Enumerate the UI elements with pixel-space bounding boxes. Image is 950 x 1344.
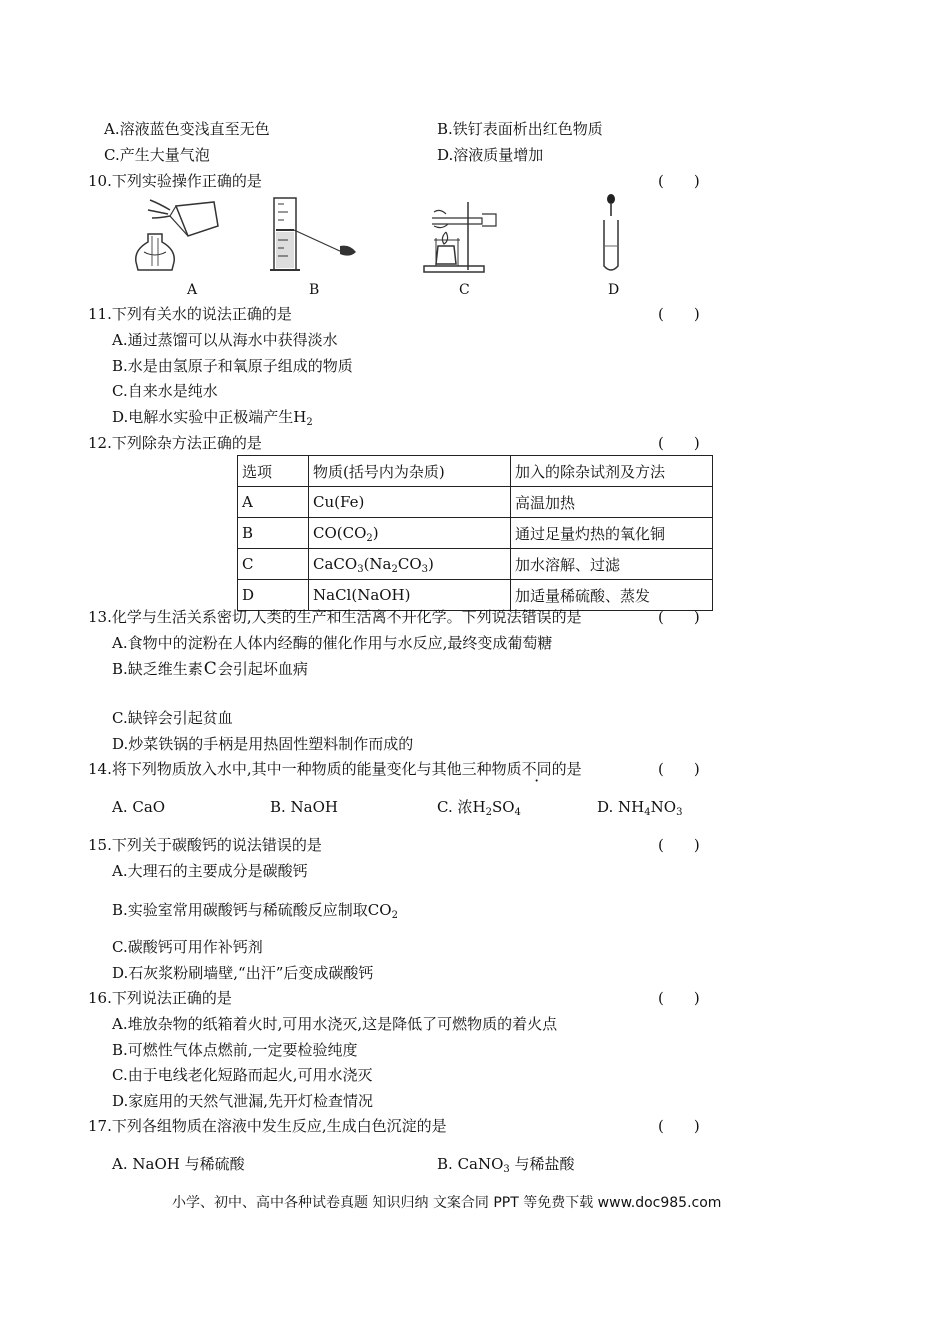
table-cell-option: D (238, 580, 309, 611)
q16-option-d: D.家庭用的天然气泄漏,先开灯检查情况 (112, 1092, 374, 1110)
q15-option-b: B.实验室常用碳酸钙与稀硫酸反应制取$CO_2$ (112, 901, 398, 921)
q16-option-a: A.堆放杂物的纸箱着火时,可用水浇灭,这是降低了可燃物质的着火点 (112, 1015, 558, 1033)
q15-stem: 15.下列关于碳酸钙的说法错误的是 (88, 836, 322, 854)
q11-option-a: A.通过蒸馏可以从海水中获得淡水 (112, 331, 338, 349)
table-cell-substance: NaCl(NaOH) (309, 580, 511, 611)
q16-option-b: B.可燃性气体点燃前,一定要检验纯度 (112, 1041, 358, 1059)
q14-option-c: C. 浓$H_2SO_4$ (437, 798, 521, 818)
q15-option-d: D.石灰浆粉刷墙壁,“出汗”后变成碳酸钙 (112, 964, 374, 982)
q13-option-b: B.缺乏维生素C会引起坏血病 (112, 659, 308, 679)
table-cell-option: B (238, 518, 309, 549)
q10-stem: 10.下列实验操作正确的是 (88, 172, 262, 190)
q17-option-a: A. NaOH 与稀硫酸 (112, 1155, 245, 1173)
table-cell-substance: Cu(Fe) (309, 487, 511, 518)
q11-option-b: B.水是由氢原子和氧原子组成的物质 (112, 357, 353, 375)
table-cell-substance: $CaCO_3(Na_2CO_3)$ (309, 549, 511, 580)
q13-option-d: D.炒菜铁锅的手柄是用热固性塑料制作而成的 (112, 735, 414, 753)
q17-stem: 17.下列各组物质在溶液中发生反应,生成白色沉淀的是 (88, 1117, 447, 1135)
table-cell-option: A (238, 487, 309, 518)
figure-b-label: B (309, 282, 320, 298)
q17-answer-paren: ( ) (658, 1117, 700, 1135)
table-header-row (238, 456, 713, 487)
q12-table (237, 455, 713, 611)
q9-option-a: A.溶液蓝色变浅直至无色 (104, 120, 270, 138)
figure-a-pouring-liquid (130, 196, 220, 274)
q13-option-a: A.食物中的淀粉在人体内经酶的催化作用与水反应,最终变成葡萄糖 (112, 634, 553, 652)
q13-stem: 13.化学与生活关系密切,人类的生产和生活离不开化学。下列说法错误的是 (88, 608, 582, 626)
q16-option-c: C.由于电线老化短路而起火,可用水浇灭 (112, 1066, 373, 1084)
table-row (238, 487, 713, 518)
q14-answer-paren: ( ) (658, 760, 700, 778)
q17-option-b: B. CaNO$_3$ 与稀盐酸 (437, 1155, 575, 1175)
table-cell-substance: $CO(CO_2)$ (309, 518, 511, 549)
q13-option-c: C.缺锌会引起贫血 (112, 709, 233, 727)
table-header-option: 选项 (238, 456, 309, 487)
q11-answer-paren: ( ) (658, 305, 700, 323)
figure-d-dropper-test-tube (596, 192, 626, 274)
q16-stem: 16.下列说法正确的是 (88, 989, 232, 1007)
table-cell-method: 加水溶解、过滤 (511, 549, 713, 580)
q14-option-d: D. $NH_4NO_3$ (597, 798, 683, 818)
q16-answer-paren: ( ) (658, 989, 700, 1007)
table-cell-method: 通过足量灼热的氧化铜 (511, 518, 713, 549)
q9-option-b: B.铁钉表面析出红色物质 (437, 120, 603, 138)
table-header-method: 加入的除杂试剂及方法 (511, 456, 713, 487)
q15-option-c: C.碳酸钙可用作补钙剂 (112, 938, 263, 956)
q12-answer-paren: ( ) (658, 434, 700, 452)
q14-option-b: B. NaOH (270, 798, 339, 816)
q11-option-d: D.电解水实验中正极端产生$H_2$ (112, 408, 313, 428)
q15-option-a: A.大理石的主要成分是碳酸钙 (112, 862, 308, 880)
q14-stem: 14.将下列物质放入水中,其中一种物质的能量变化与其他三种物质不同的是 (88, 760, 582, 778)
table-row (238, 549, 713, 580)
q9-option-c: C.产生大量气泡 (104, 146, 210, 164)
figure-c-heating-apparatus (420, 196, 510, 274)
figure-a-label: A (187, 282, 198, 298)
q12-stem: 12.下列除杂方法正确的是 (88, 434, 262, 452)
q10-answer-paren: ( ) (658, 172, 700, 190)
q11-stem: 11.下列有关水的说法正确的是 (88, 305, 292, 323)
q13-answer-paren: ( ) (658, 608, 700, 626)
q15-answer-paren: ( ) (658, 836, 700, 854)
table-row (238, 580, 713, 611)
figure-d-label: D (608, 282, 620, 298)
q14-option-a: A. CaO (112, 798, 166, 816)
figure-b-graduated-cylinder (268, 196, 368, 274)
q9-option-d: D.溶液质量增加 (437, 146, 544, 164)
figure-c-label: C (459, 282, 470, 298)
q11-option-c: C.自来水是纯水 (112, 382, 218, 400)
table-cell-option: C (238, 549, 309, 580)
table-row (238, 518, 713, 549)
table-cell-method: 加适量稀硫酸、蒸发 (511, 580, 713, 611)
footer-watermark-text: 小学、初中、高中各种试卷真题 知识归纳 文案合同 PPT 等免费下载 www.doc985.com (172, 1195, 722, 1211)
table-header-substance: 物质(括号内为杂质) (309, 456, 511, 487)
table-cell-method: 高温加热 (511, 487, 713, 518)
